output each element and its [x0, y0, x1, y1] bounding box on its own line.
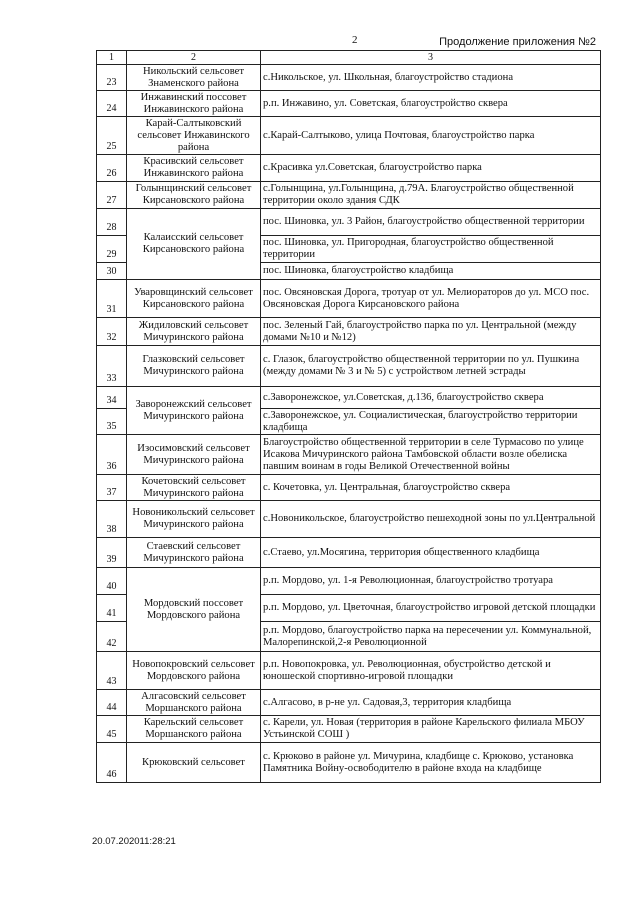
description-cell: с.Стаево, ул.Мосягина, территория общественного кладбища [261, 538, 601, 568]
municipality-cell: Голынщинский сельсовет Кирсановского района [127, 182, 261, 209]
description-cell: р.п. Новопокровка, ул. Революционная, обустройство детской и юношеской спортивно-игровой площадки [261, 652, 601, 690]
description-cell: с.Заворонежское, ул. Социалистическая, благоустройство территории кладбища [261, 409, 601, 435]
table-row [97, 538, 601, 568]
description-cell: р.п. Мордово, благоустройство парка на пересечении ул. Коммунальной, Малорепинской,2-я Революционной [261, 622, 601, 652]
row-number: 44 [97, 690, 127, 716]
description-cell: р.п. Мордово, ул. 1-я Революционная, благоустройство тротуара [261, 568, 601, 595]
description-cell: с. Крюково в районе ул. Мичурина, кладбище с. Крюково, установка Памятника Войну-освободителю в районе входа на кладбище [261, 743, 601, 783]
row-number: 36 [97, 435, 127, 475]
table-row [97, 716, 601, 743]
row-number: 33 [97, 346, 127, 387]
municipality-cell: Карельский сельсовет Моршанского района [127, 716, 261, 743]
municipality-cell: Красивский сельсовет Инжавинского района [127, 155, 261, 182]
row-number: 34 [97, 387, 127, 409]
table-row [97, 155, 601, 182]
appendix-label: Продолжение приложения №2 [439, 36, 596, 48]
description-cell: р.п. Мордово, ул. Цветочная, благоустройство игровой детской площадки [261, 595, 601, 622]
row-number: 31 [97, 280, 127, 318]
description-cell: с.Алгасово, в р-не ул. Садовая,3, территория кладбища [261, 690, 601, 716]
description-cell: пос. Шиновка, благоустройство кладбища [261, 263, 601, 280]
table-row [97, 568, 601, 595]
municipality-cell: Новоникольский сельсовет Мичуринского района [127, 501, 261, 538]
municipality-cell: Изосимовский сельсовет Мичуринского района [127, 435, 261, 475]
description-cell: пос. Шиновка, ул. 3 Район, благоустройство общественной территории [261, 209, 601, 236]
row-number: 30 [97, 263, 127, 280]
municipality-cell: Алгасовский сельсовет Моршанского района [127, 690, 261, 716]
row-number: 42 [97, 622, 127, 652]
row-number: 41 [97, 595, 127, 622]
table-row [97, 387, 601, 409]
municipality-cell: Жидиловский сельсовет Мичуринского района [127, 318, 261, 346]
column-header: 2 [127, 51, 261, 65]
table-row [97, 91, 601, 117]
row-number: 28 [97, 209, 127, 236]
municipality-cell: Инжавинский поссовет Инжавинского района [127, 91, 261, 117]
row-number: 23 [97, 65, 127, 91]
print-timestamp: 20.07.202011:28:21 [92, 836, 176, 847]
municipality-cell: Мордовский поссовет Мордовского района [127, 568, 261, 652]
description-cell: с.Голынщина, ул.Голынщина, д.79А. Благоустройство общественной территории около здания СДК [261, 182, 601, 209]
table-row [97, 318, 601, 346]
page-number: 2 [352, 34, 358, 46]
description-cell: с.Заворонежское, ул.Советская, д.136, благоустройство сквера [261, 387, 601, 409]
municipality-cell: Крюковский сельсовет [127, 743, 261, 783]
description-cell: с. Кочетовка, ул. Центральная, благоустройство сквера [261, 475, 601, 501]
description-cell: пос. Зеленый Гай, благоустройство парка по ул. Центральной (между домами №10 и №12) [261, 318, 601, 346]
row-number: 39 [97, 538, 127, 568]
description-cell: пос. Шиновка, ул. Пригородная, благоустройство общественной территории [261, 236, 601, 263]
table-row [97, 280, 601, 318]
row-number: 27 [97, 182, 127, 209]
municipality-cell: Калаисский сельсовет Кирсановского района [127, 209, 261, 280]
municipality-cell: Стаевский сельсовет Мичуринского района [127, 538, 261, 568]
projects-table [96, 50, 601, 783]
column-header: 1 [97, 51, 127, 65]
table-row [97, 346, 601, 387]
table-row [97, 435, 601, 475]
column-header: 3 [261, 51, 601, 65]
row-number: 32 [97, 318, 127, 346]
table-row [97, 182, 601, 209]
row-number: 35 [97, 409, 127, 435]
description-cell: с. Глазок, благоустройство общественной территории по ул. Пушкина (между домами № 3 и № 5) с устройством летней эстрады [261, 346, 601, 387]
table-row [97, 65, 601, 91]
row-number: 46 [97, 743, 127, 783]
description-cell: с.Карай-Салтыково, улица Почтовая, благоустройство парка [261, 117, 601, 155]
table-row [97, 743, 601, 783]
municipality-cell: Карай-Салтыковский сельсовет Инжавинского района [127, 117, 261, 155]
municipality-cell: Заворонежский сельсовет Мичуринского района [127, 387, 261, 435]
municipality-cell: Новопокровский сельсовет Мордовского района [127, 652, 261, 690]
row-number: 40 [97, 568, 127, 595]
table-row [97, 209, 601, 236]
row-number: 38 [97, 501, 127, 538]
table-row [97, 475, 601, 501]
municipality-cell: Кочетовский сельсовет Мичуринского района [127, 475, 261, 501]
row-number: 26 [97, 155, 127, 182]
row-number: 25 [97, 117, 127, 155]
table-row [97, 652, 601, 690]
table-header-row [97, 51, 601, 65]
row-number: 37 [97, 475, 127, 501]
table-row [97, 117, 601, 155]
table-row [97, 501, 601, 538]
description-cell: с. Карели, ул. Новая (территория в районе Карельского филиала МБОУ Устьинской СОШ ) [261, 716, 601, 743]
description-cell: с.Никольское, ул. Школьная, благоустройство стадиона [261, 65, 601, 91]
municipality-cell: Глазковский сельсовет Мичуринского района [127, 346, 261, 387]
row-number: 29 [97, 236, 127, 263]
description-cell: р.п. Инжавино, ул. Советская, благоустройство сквера [261, 91, 601, 117]
row-number: 43 [97, 652, 127, 690]
description-cell: пос. Овсяновская Дорога, тротуар от ул. Мелиораторов до ул. МСО пос. Овсяновская Дорога Кирсановского района [261, 280, 601, 318]
row-number: 24 [97, 91, 127, 117]
description-cell: Благоустройство общественной территории в селе Турмасово по улице Исакова Мичуринского района Тамбовской области возле обелиска павшим воинам в годы Великой Отечественной войны [261, 435, 601, 475]
municipality-cell: Никольский сельсовет Знаменского района [127, 65, 261, 91]
description-cell: с.Новоникольское, благоустройство пешеходной зоны по ул.Центральной [261, 501, 601, 538]
description-cell: с.Красивка ул.Советская, благоустройство парка [261, 155, 601, 182]
municipality-cell: Уваровщинский сельсовет Кирсановского района [127, 280, 261, 318]
table-row [97, 690, 601, 716]
row-number: 45 [97, 716, 127, 743]
